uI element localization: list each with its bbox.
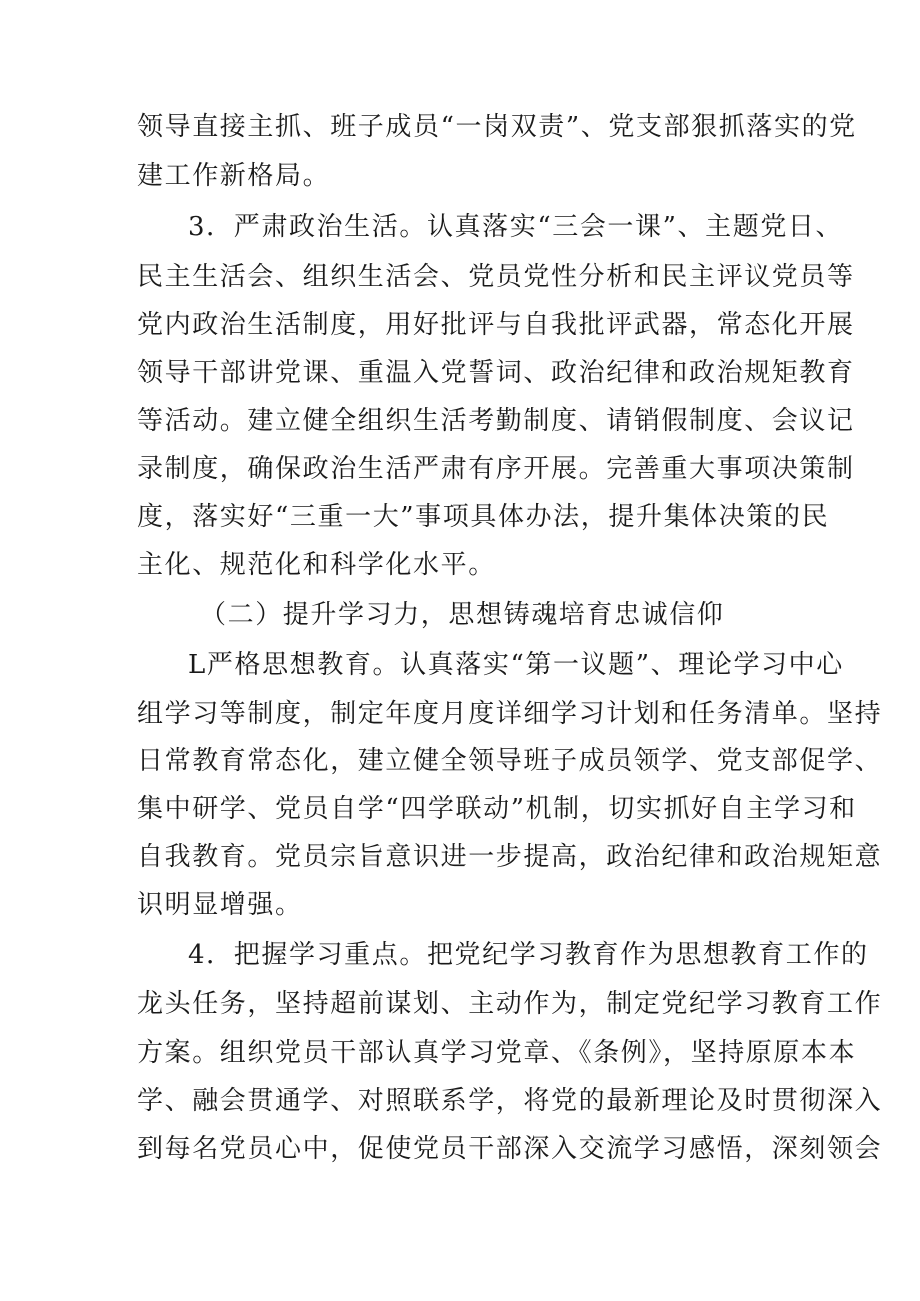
body-text-line: 度，落实好“三重一大”事项具体办法，提升集体决策的民 bbox=[137, 502, 830, 532]
paragraph-start-line: 3．严肃政治生活。认真落实“三会一课”、主题党日、 bbox=[188, 212, 844, 242]
body-text-line: 到每名党员心中，促使党员干部深入交流学习感悟，深刻领会 bbox=[137, 1134, 883, 1164]
paragraph-start-line: 4．把握学习重点。把党纪学习教育作为思想教育工作的 bbox=[188, 940, 869, 970]
body-text-line: 录制度，确保政治生活严肃有序开展。完善重大事项决策制 bbox=[137, 454, 855, 484]
body-text-line: 自我教育。党员宗旨意识进一步提高，政治纪律和政治规矩意 bbox=[137, 842, 883, 872]
body-text-line: 民主生活会、组织生活会、党员党性分析和民主评议党员等 bbox=[137, 262, 855, 292]
body-text-line: 建工作新格局。 bbox=[137, 161, 331, 191]
body-text-line: 集中研学、党员自学“四学联动”机制，切实抓好自主学习和 bbox=[137, 794, 857, 824]
paragraph-start-line: L严格思想教育。认真落实“第一议题”、理论学习中心 bbox=[188, 650, 844, 680]
section-heading: （二）提升学习力，思想铸魂培育忠诚信仰 bbox=[200, 600, 725, 630]
body-text-line: 龙头任务，坚持超前谋划、主动作为，制定党纪学习教育工作 bbox=[137, 989, 883, 1019]
body-text-line: 等活动。建立健全组织生活考勤制度、请销假制度、会议记 bbox=[137, 406, 855, 436]
body-text-line: 日常教育常态化，建立健全领导班子成员领学、党支部促学、 bbox=[137, 746, 883, 776]
body-text-line: 方案。组织党员干部认真学习党章、《条例》，坚持原原本本 bbox=[137, 1038, 857, 1068]
body-text-line: 领导直接主抓、班子成员“一岗双责”、党支部狠抓落实的党 bbox=[137, 112, 857, 142]
body-text-line: 组学习等制度，制定年度月度详细学习计划和任务清单。坚持 bbox=[137, 699, 883, 729]
body-text-line: 识明显增强。 bbox=[137, 890, 303, 920]
body-text-line: 党内政治生活制度，用好批评与自我批评武器，常态化开展 bbox=[137, 310, 855, 340]
body-text-line: 学、融会贯通学、对照联系学，将党的最新理论及时贯彻深入 bbox=[137, 1086, 883, 1116]
body-text-line: 领导干部讲党课、重温入党誓词、政治纪律和政治规矩教育 bbox=[137, 358, 855, 388]
body-text-line: 主化、规范化和科学化水平。 bbox=[137, 550, 496, 580]
